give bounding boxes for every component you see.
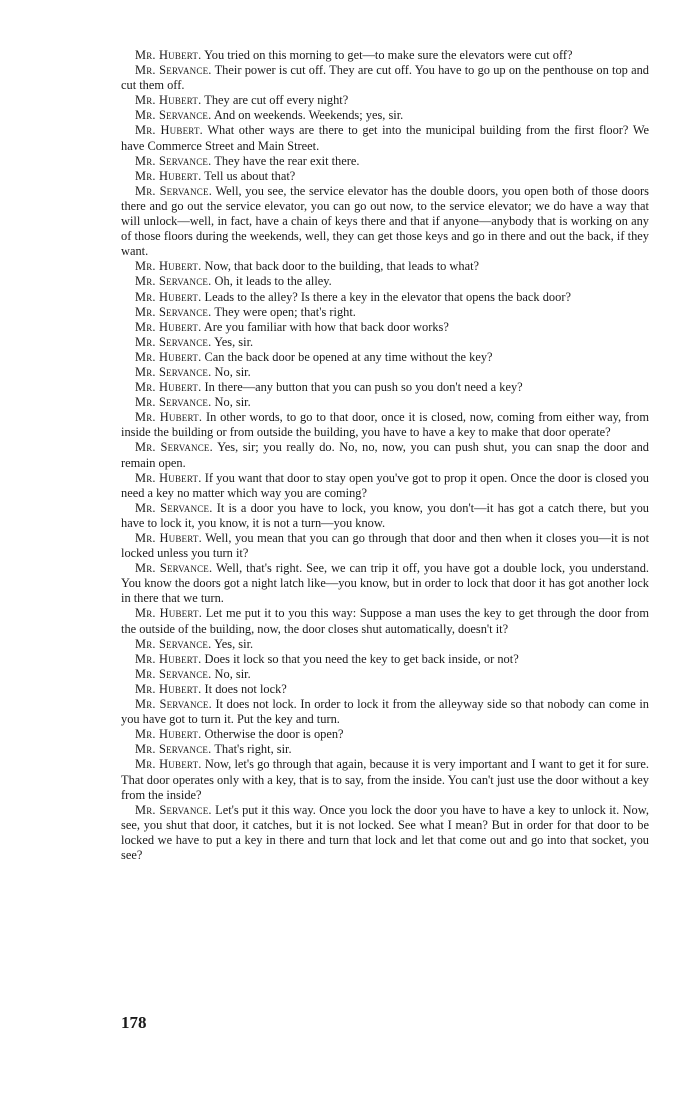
speaker-name: Mr. Servance. [135, 274, 212, 289]
testimony-text: Well, you mean that you can go through that door and then when it closes you—it is not locked unless you turn it? [121, 531, 650, 561]
testimony-text: Their power is cut off. They are cut off. You have to go up on the penthouse on top and cut them off. [121, 63, 649, 93]
testimony-paragraph [121, 395, 649, 410]
testimony-text: They are cut off every night? [204, 93, 349, 108]
testimony-paragraph [121, 380, 649, 395]
speaker-name: Mr. Hubert. [135, 168, 202, 183]
testimony-text: It does not lock? [204, 681, 287, 696]
testimony-text: Let me put it to you this way: Suppose a man uses the key to get through the door from the outside of the building, now, the door closes shut automatically, doesn't it? [121, 606, 649, 636]
speaker-name: Mr. Hubert. [135, 757, 202, 772]
speaker-name: Mr. Servance. [135, 440, 213, 455]
speaker-name: Mr. Servance. [135, 153, 212, 168]
testimony-paragraph [121, 637, 649, 652]
testimony-paragraph [121, 320, 649, 335]
testimony-text: No, sir. [214, 364, 251, 379]
testimony-text: They were open; that's right. [214, 304, 356, 319]
speaker-name: Mr. Servance. [135, 364, 212, 379]
testimony-paragraph [121, 63, 649, 93]
testimony-text: Yes, sir. [214, 636, 254, 651]
testimony-paragraph [121, 259, 649, 274]
testimony-text: That's right, sir. [214, 742, 292, 757]
speaker-name: Mr. Servance. [135, 63, 212, 78]
testimony-paragraph [121, 471, 649, 501]
page-number: 178 [121, 1013, 147, 1032]
testimony-paragraph [121, 727, 649, 742]
testimony-paragraph [121, 305, 649, 320]
testimony-paragraph [121, 757, 649, 802]
speaker-name: Mr. Servance. [135, 304, 212, 319]
testimony-paragraph [121, 742, 649, 757]
testimony-text: In there—any button that you can push so you don't need a key? [204, 380, 523, 395]
testimony-paragraph [121, 561, 649, 606]
testimony-paragraph [121, 440, 649, 470]
testimony-paragraph [121, 108, 649, 123]
testimony-paragraph [121, 123, 649, 153]
testimony-text: What other ways are there to get into the municipal building from the first floor? We have Commerce Street and Main Street. [121, 123, 650, 153]
testimony-paragraph [121, 682, 649, 697]
testimony-paragraph [121, 184, 649, 259]
testimony-text: Otherwise the door is open? [204, 727, 344, 742]
testimony-paragraph [121, 606, 649, 636]
speaker-name: Mr. Hubert. [135, 289, 202, 304]
testimony-text: Now, that back door to the building, that leads to what? [204, 259, 480, 274]
testimony-paragraph [121, 803, 649, 863]
testimony-paragraph [121, 652, 649, 667]
testimony-paragraph [121, 501, 649, 531]
testimony-text: Well, you see, the service elevator has the double doors, you open both of those doors there and go out the service elevator, you can go out now, to the service elevator; we do have a way that will unlock—well, in fact, have a chain of keys there and that if anyone—anybody that is working on any of those floors during the weekends, well, they can get those keys and go in there and out the back, if they want. [121, 183, 649, 259]
testimony-text: Tell us about that? [204, 168, 296, 183]
testimony-paragraph [121, 93, 649, 108]
testimony-text: It is a door you have to lock, you know, you don't—it has got a catch there, but you have to lock it, you know, it is not a turn—you know. [121, 500, 649, 530]
speaker-name: Mr. Hubert. [135, 651, 202, 666]
testimony-text: Let's put it this way. Once you lock the door you have to have a key to unlock it. Now, see, you shut that door, it catches, but it is not locked. See what I mean? But in order for that door to be locked we have to put a key in there and turn that lock and let that come out and go into that socket, you see? [121, 802, 649, 862]
speaker-name: Mr. Hubert. [135, 606, 203, 621]
speaker-name: Mr. Hubert. [135, 48, 202, 62]
testimony-paragraph [121, 169, 649, 184]
transcript-page [121, 48, 649, 863]
testimony-text: Yes, sir. [214, 334, 254, 349]
testimony-text: No, sir. [214, 666, 251, 681]
testimony-paragraph [121, 350, 649, 365]
testimony-paragraph [121, 290, 649, 305]
speaker-name: Mr. Servance. [135, 802, 212, 817]
testimony-text: Leads to the alley? Is there a key in the elevator that opens the back door? [204, 289, 571, 304]
speaker-name: Mr. Servance. [135, 561, 213, 576]
testimony-text: They have the rear exit there. [214, 153, 360, 168]
speaker-name: Mr. Hubert. [135, 410, 203, 425]
testimony-text: It does not lock. In order to lock it from the alleyway side so that nobody can come in you have got to turn it. Put the key and turn. [121, 697, 649, 727]
speaker-name: Mr. Servance. [135, 666, 212, 681]
testimony-paragraph [121, 531, 649, 561]
speaker-name: Mr. Servance. [135, 500, 213, 515]
speaker-name: Mr. Servance. [135, 636, 212, 651]
speaker-name: Mr. Hubert. [135, 470, 202, 485]
speaker-name: Mr. Hubert. [135, 380, 202, 395]
testimony-paragraph [121, 48, 649, 63]
testimony-text: No, sir. [214, 395, 251, 410]
speaker-name: Mr. Hubert. [135, 349, 202, 364]
speaker-name: Mr. Servance. [135, 334, 212, 349]
testimony-paragraph [121, 365, 649, 380]
testimony-text: Now, let's go through that again, because it is very important and I want to get it for sure. That door operates only with a key, that is to say, from the inside. You can't just use the door without a key from the inside? [121, 757, 650, 802]
speaker-name: Mr. Servance. [135, 742, 212, 757]
testimony-text: Yes, sir; you really do. No, no, now, you can push shut, you can snap the door and remain open. [121, 440, 649, 470]
testimony-text: Does it lock so that you need the key to get back inside, or not? [204, 651, 519, 666]
testimony-paragraph [121, 335, 649, 350]
speaker-name: Mr. Servance. [135, 183, 212, 198]
speaker-name: Mr. Servance. [135, 697, 212, 712]
testimony-text: Can the back door be opened at any time without the key? [204, 349, 493, 364]
speaker-name: Mr. Hubert. [135, 93, 202, 108]
testimony-paragraph [121, 697, 649, 727]
testimony-paragraph [121, 154, 649, 169]
speaker-name: Mr. Servance. [135, 395, 212, 410]
speaker-name: Mr. Hubert. [135, 259, 202, 274]
speaker-name: Mr. Hubert. [135, 681, 202, 696]
speaker-name: Mr. Hubert. [135, 727, 202, 742]
testimony-text: In other words, to go to that door, once it is closed, now, coming from either way, from inside the building or from outside the building, you have to have a key to make that door operate? [121, 410, 650, 440]
testimony-text: You tried on this morning to get—to make sure the elevators were cut off? [204, 48, 573, 62]
testimony-text: Oh, it leads to the alley. [214, 274, 332, 289]
testimony-text: Are you familiar with how that back door works? [203, 319, 449, 334]
speaker-name: Mr. Hubert. [135, 319, 202, 334]
testimony-text: And on weekends. Weekends; yes, sir. [213, 108, 404, 123]
testimony-paragraph [121, 410, 649, 440]
testimony-paragraph [121, 667, 649, 682]
speaker-name: Mr. Servance. [135, 108, 212, 123]
testimony-text: Well, that's right. See, we can trip it off, you have got a double lock, you understand. You know the doors got a night latch like—you know, but in order to lock that door it has got another lock in there that we turn. [121, 561, 650, 606]
testimony-paragraph [121, 274, 649, 289]
speaker-name: Mr. Hubert. [135, 123, 203, 138]
speaker-name: Mr. Hubert. [135, 531, 202, 545]
testimony-text: If you want that door to stay open you've got to prop it open. Once the door is closed you need a key no matter which way you are coming? [121, 470, 650, 500]
